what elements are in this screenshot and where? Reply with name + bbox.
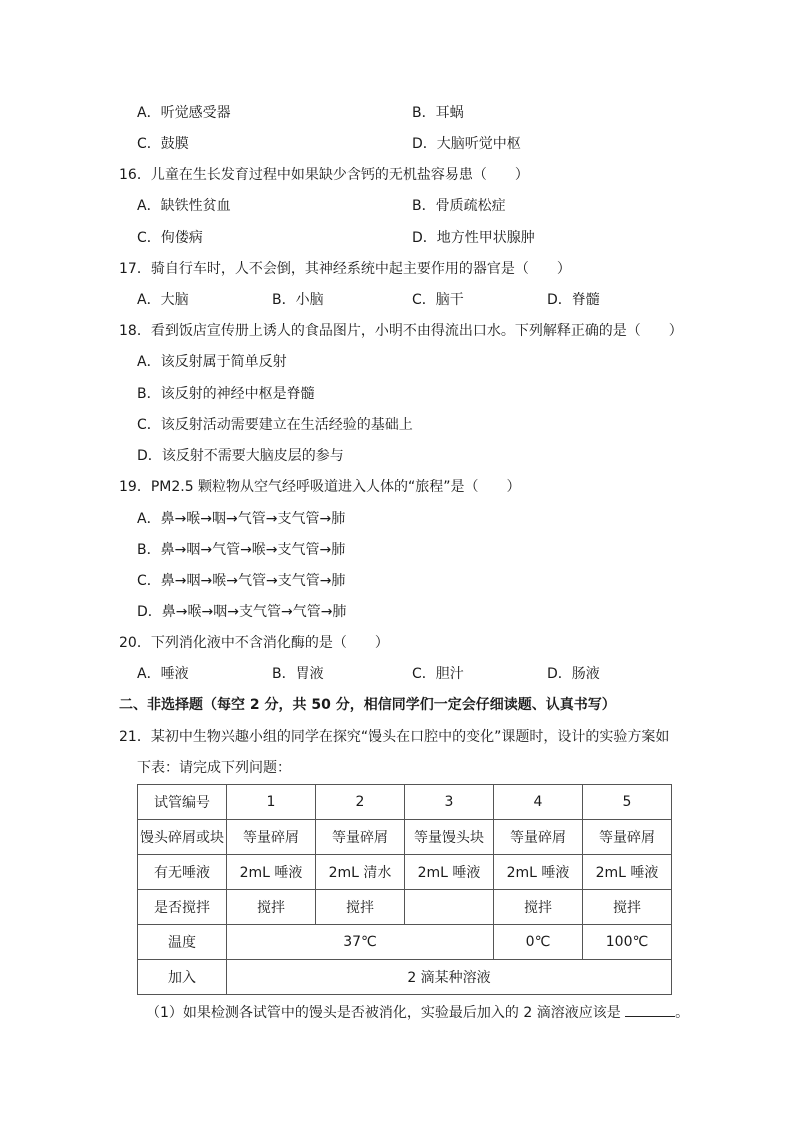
q17-option-d: D．脊髓	[547, 292, 600, 308]
table-cell: 100℃	[583, 925, 672, 960]
q17-option-b: B．小脑	[272, 292, 324, 308]
q19-option-b: B．鼻→咽→气管→喉→支气管→肺	[137, 542, 346, 558]
q21-sub1-text: （1）如果检测各试管中的馒头是否被消化，实验最后加入的 2 滴溶液应该是	[146, 1005, 621, 1021]
q15-option-b: B．耳蜗	[412, 105, 464, 121]
table-cell: 是否搅拌	[138, 890, 227, 925]
q20-option-c: C．胆汁	[412, 666, 464, 682]
q19-option-c: C．鼻→咽→喉→气管→支气管→肺	[137, 573, 346, 589]
table-row	[138, 890, 672, 925]
table-cell: 1	[227, 785, 316, 820]
table-cell: 加入	[138, 960, 227, 995]
q18-stem: 18．看到饭店宣传册上诱人的食品图片，小明不由得流出口水。下列解释正确的是（ ）	[119, 323, 683, 339]
q19-option-a: A．鼻→喉→咽→气管→支气管→肺	[137, 511, 346, 527]
q21-stem-line2: 下表：请完成下列问题：	[137, 760, 291, 776]
q17-option-a: A．大脑	[137, 292, 189, 308]
table-cell: 温度	[138, 925, 227, 960]
table-cell: 2mL 清水	[316, 855, 405, 890]
table-row	[138, 925, 672, 960]
table-cell: 搅拌	[316, 890, 405, 925]
table-cell	[405, 890, 494, 925]
table-cell: 试管编号	[138, 785, 227, 820]
q20-option-d: D．肠液	[547, 666, 600, 682]
table-cell: 有无唾液	[138, 855, 227, 890]
table-cell: 2mL 唾液	[494, 855, 583, 890]
q18-option-d: D．该反射不需要大脑皮层的参与	[137, 448, 344, 464]
q16-option-a: A．缺铁性贫血	[137, 198, 231, 214]
experiment-table	[137, 784, 672, 995]
q21-stem-line1: 21．某初中生物兴趣小组的同学在探究“馒头在口腔中的变化”课题时，设计的实验方案如	[119, 729, 670, 745]
q20-option-a: A．唾液	[137, 666, 189, 682]
q21-sub1	[146, 1002, 689, 1022]
q15-option-d: D．大脑听觉中枢	[412, 136, 521, 152]
q16-option-d: D．地方性甲状腺肿	[412, 230, 535, 246]
table-cell: 37℃	[227, 925, 494, 960]
q16-stem: 16．儿童在生长发育过程中如果缺少含钙的无机盐容易患（ ）	[119, 167, 529, 183]
table-cell: 搅拌	[583, 890, 672, 925]
table-row	[138, 855, 672, 890]
table-cell: 2mL 唾液	[405, 855, 494, 890]
table-cell: 4	[494, 785, 583, 820]
answer-blank[interactable]	[625, 1002, 675, 1017]
q15-option-a: A．听觉感受器	[137, 105, 231, 121]
q17-stem: 17．骑自行车时，人不会倒，其神经系统中起主要作用的器官是（ ）	[119, 261, 571, 277]
q17-option-c: C．脑干	[412, 292, 464, 308]
q18-option-a: A．该反射属于简单反射	[137, 354, 287, 370]
q20-stem: 20．下列消化液中不含消化酶的是（ ）	[119, 635, 389, 651]
table-cell: 等量碎屑	[583, 820, 672, 855]
table-cell: 3	[405, 785, 494, 820]
table-cell: 2mL 唾液	[227, 855, 316, 890]
section-heading: 二、非选择题（每空 2 分，共 50 分，相信同学们一定会仔细读题、认真书写）	[119, 697, 616, 713]
q15-option-c: C．鼓膜	[137, 136, 189, 152]
table-cell: 馒头碎屑或块	[138, 820, 227, 855]
q19-option-d: D．鼻→喉→咽→支气管→气管→肺	[137, 604, 347, 620]
table-cell: 等量馒头块	[405, 820, 494, 855]
table-cell: 搅拌	[494, 890, 583, 925]
q18-option-b: B．该反射的神经中枢是脊髓	[137, 386, 315, 402]
q19-stem: 19．PM2.5 颗粒物从空气经呼吸道进入人体的“旅程”是（ ）	[119, 479, 521, 495]
q16-option-c: C．佝偻病	[137, 230, 203, 246]
table-cell: 等量碎屑	[494, 820, 583, 855]
table-cell: 2	[316, 785, 405, 820]
table-cell: 5	[583, 785, 672, 820]
table-cell: 2 滴某种溶液	[227, 960, 672, 995]
table-cell: 搅拌	[227, 890, 316, 925]
table-cell: 等量碎屑	[227, 820, 316, 855]
q16-option-b: B．骨质疏松症	[412, 198, 506, 214]
table-row	[138, 960, 672, 995]
table-row	[138, 820, 672, 855]
table-row	[138, 785, 672, 820]
q18-option-c: C．该反射活动需要建立在生活经验的基础上	[137, 417, 413, 433]
table-cell: 2mL 唾液	[583, 855, 672, 890]
q20-option-b: B．胃液	[272, 666, 324, 682]
table-cell: 等量碎屑	[316, 820, 405, 855]
q21-sub1-end: 。	[675, 1005, 690, 1021]
table-cell: 0℃	[494, 925, 583, 960]
